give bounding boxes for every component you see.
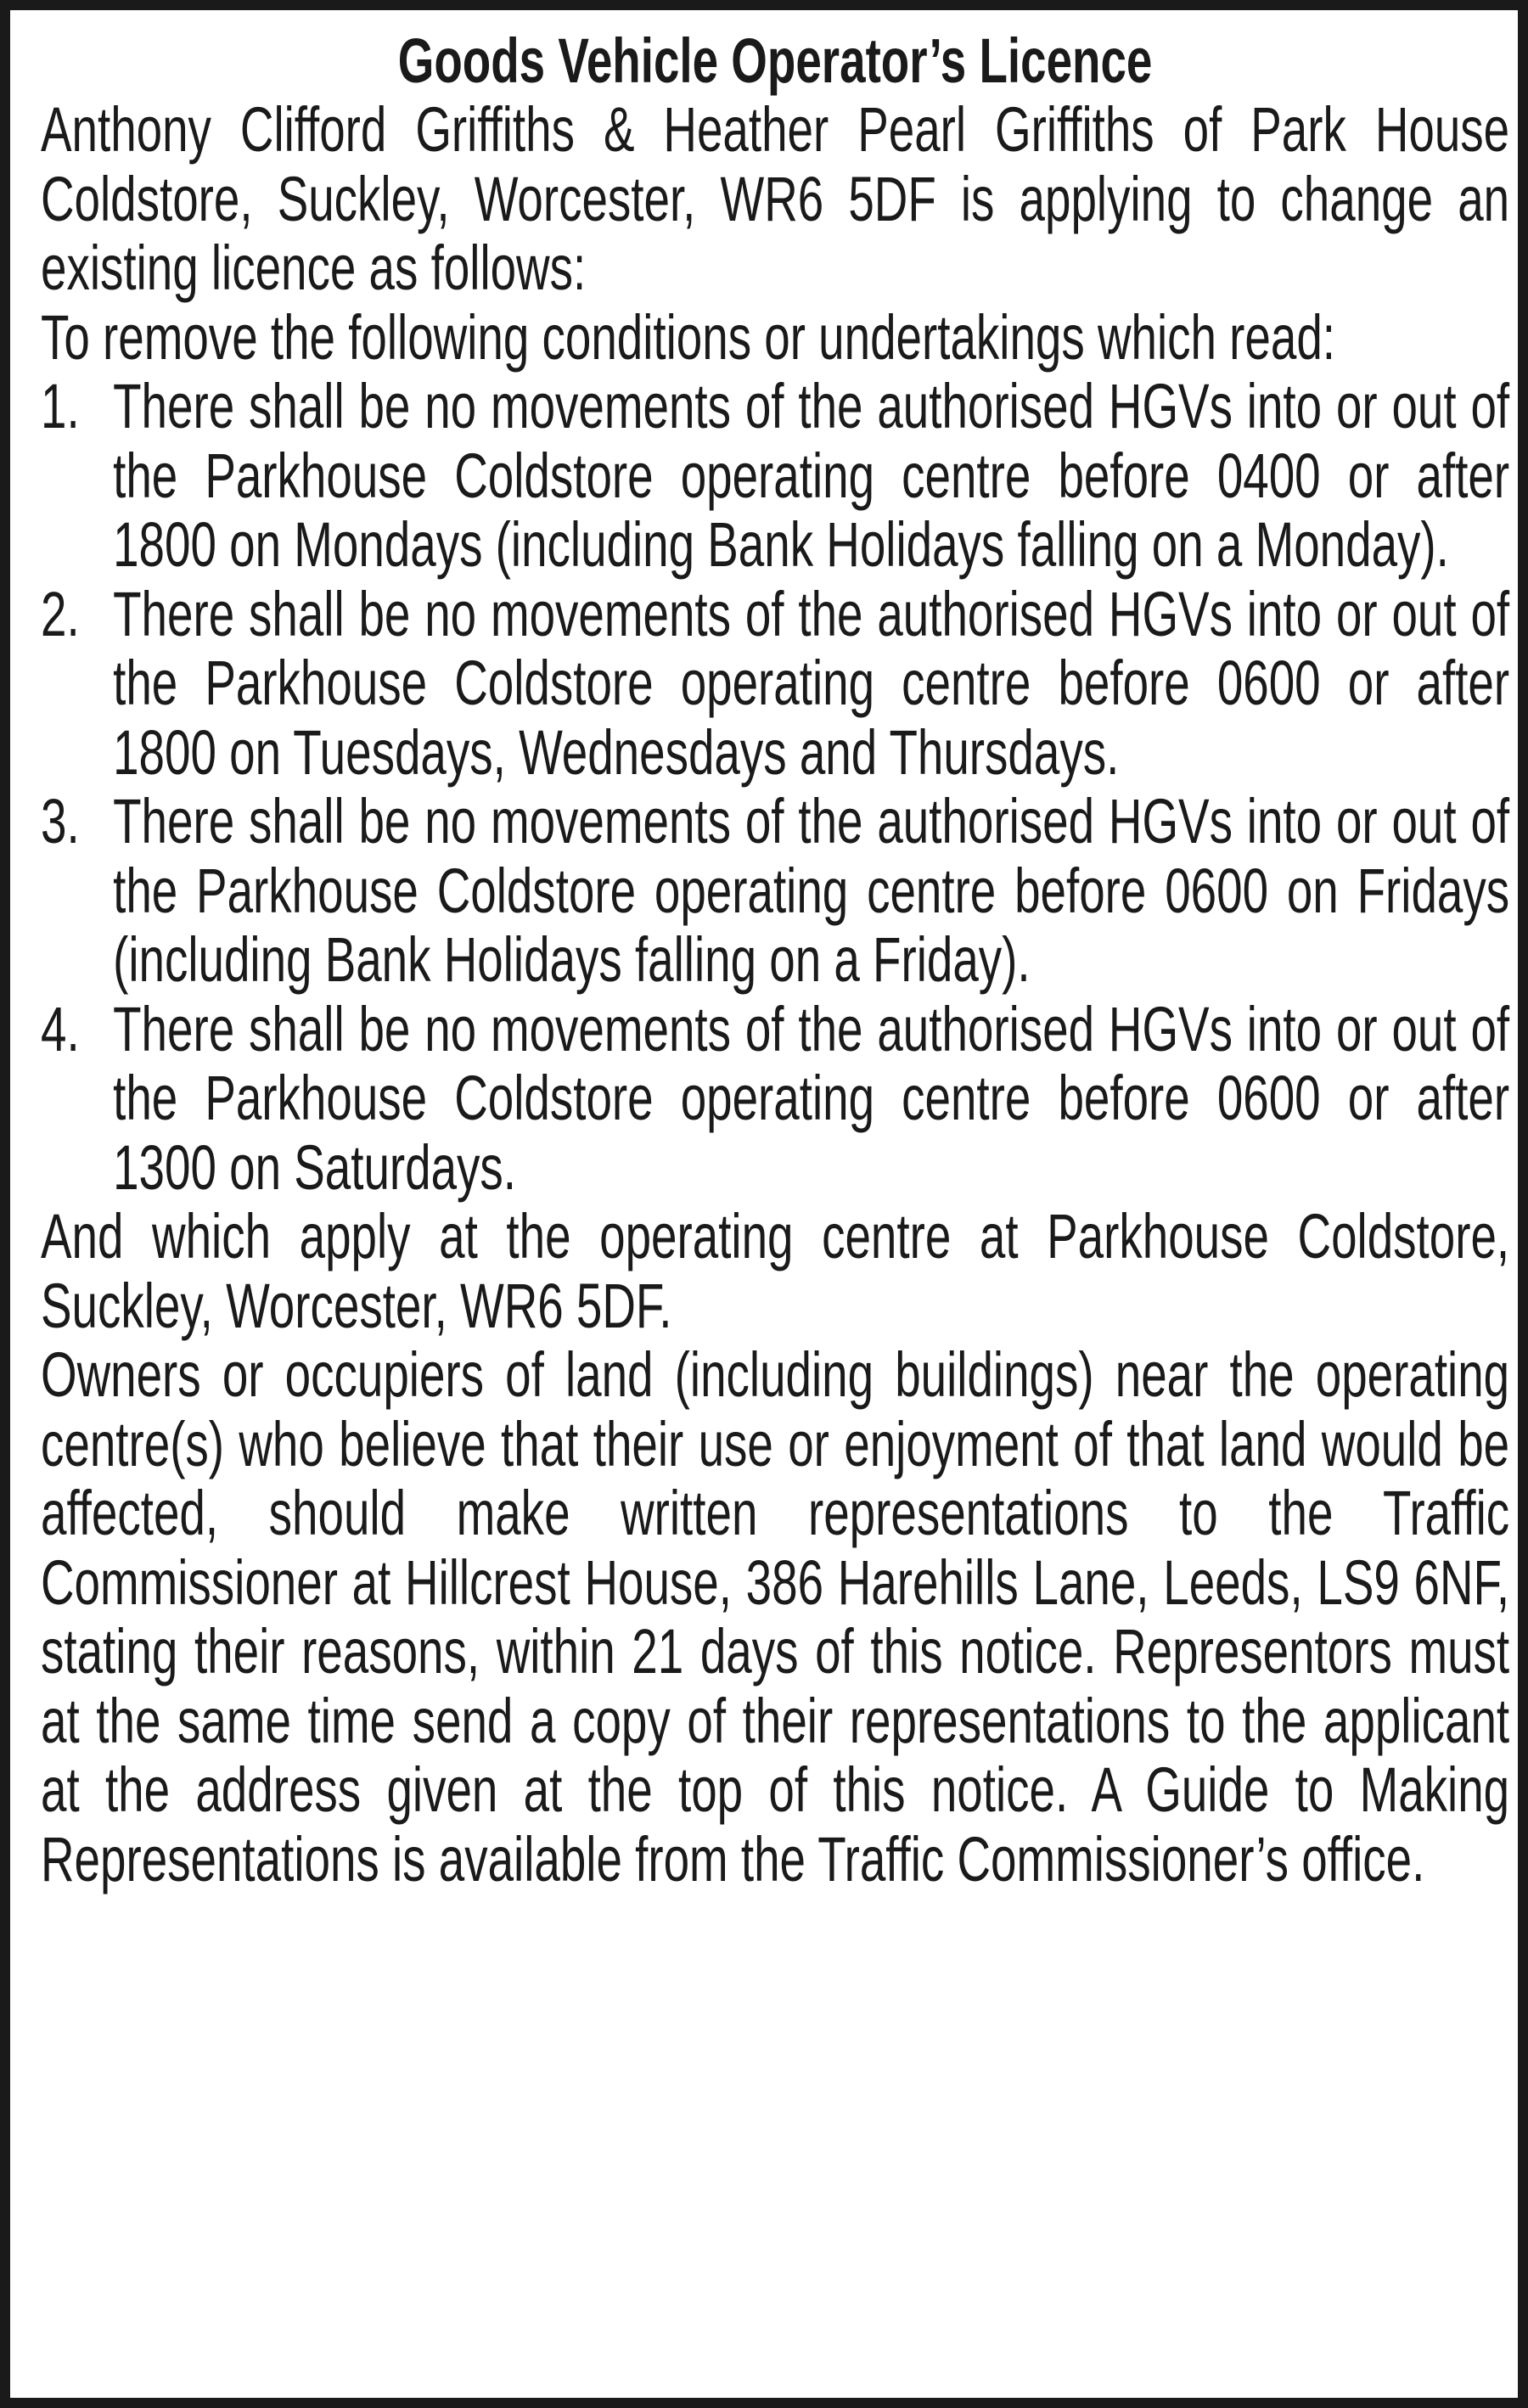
condition-number: 3. [41,786,80,856]
applicant-paragraph: Anthony Clifford Griffiths & Heather Pearl Griffiths of Park House Coldstore, Suckley, Worcester, WR6 5DF is applying to change an existing licence as follows: [41,94,1510,303]
condition-number: 4. [41,993,80,1064]
condition-text: There shall be no movements of the authorised HGVs into or out of the Parkhouse Coldstore operating centre before 0600 or after 1300 on Saturdays. [113,993,1510,1203]
condition-text: There shall be no movements of the authorised HGVs into or out of the Parkhouse Coldstore operating centre before 0600 on Fridays (including Bank Holidays falling on a Friday). [113,786,1510,995]
notice-title: Goods Vehicle Operator’s Licence [397,25,1153,96]
condition-item [41,372,1509,580]
condition-text: There shall be no movements of the authorised HGVs into or out of the Parkhouse Coldstore operating centre before 0400 or after 1800 on Mondays (including Bank Holidays falling on a Monday). [113,371,1510,580]
notice-body [41,27,1509,1894]
condition-item [41,787,1509,995]
condition-number: 2. [41,578,80,649]
condition-number: 1. [41,371,80,441]
representations-paragraph: Owners or occupiers of land (including buildings) near the operating centre(s) who believe that their use or enjoyment of that land would be affected, should make written representations to the Traffic Commissioner at Hillcrest House, 386 Harehills Lane, Leeds, LS9 6NF, stating their reasons, within 21 days of this notice. Representors must at the same time send a copy of their representations to the applicant at the address given at the top of this notice. A Guide to Making Representations is available from the Traffic Commissioner’s office. [41,1339,1510,1894]
intro-paragraph: To remove the following conditions or undertakings which read: [41,301,1336,373]
condition-item [41,995,1509,1203]
location-paragraph: And which apply at the operating centre at Parkhouse Coldstore, Suckley, Worcester, WR6 5DF. [41,1201,1510,1341]
condition-item [41,580,1509,788]
conditions-list [41,372,1509,1202]
condition-text: There shall be no movements of the authorised HGVs into or out of the Parkhouse Coldstore operating centre before 0600 or after 1800 on Tuesdays, Wednesdays and Thursdays. [113,578,1510,788]
